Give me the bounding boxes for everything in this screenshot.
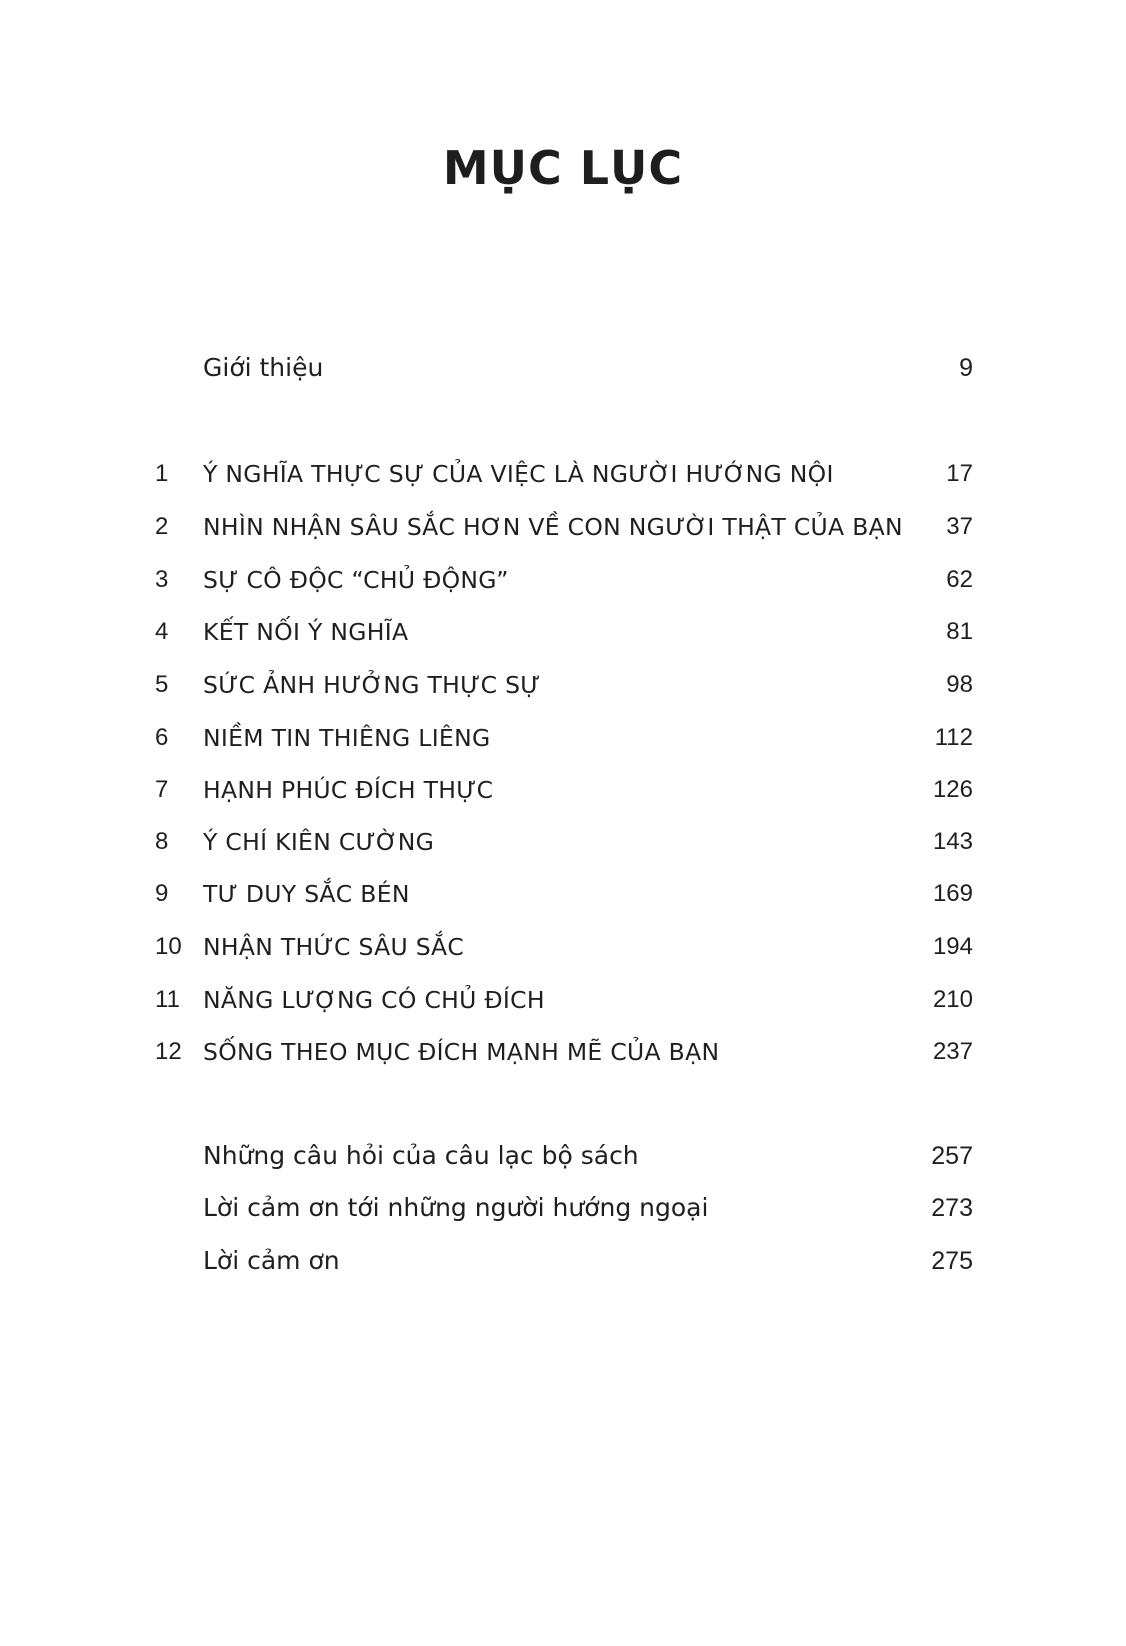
chapter-number: 2 bbox=[155, 513, 169, 540]
chapter-page: 62 bbox=[946, 566, 973, 593]
chapter-page: 169 bbox=[932, 880, 973, 907]
toc-chapter-8[interactable] bbox=[0, 822, 1126, 862]
chapter-title: KẾT NỐI Ý NGHĨA bbox=[203, 618, 409, 646]
chapter-title: Ý CHÍ KIÊN CƯỜNG bbox=[203, 828, 435, 856]
chapter-number: 11 bbox=[155, 986, 180, 1013]
chapter-title: NIỀM TIN THIÊNG LIÊNG bbox=[203, 724, 491, 752]
chapter-number: 1 bbox=[155, 460, 169, 487]
toc-entry-page: 273 bbox=[931, 1194, 973, 1222]
chapter-page: 112 bbox=[934, 724, 973, 751]
chapter-title: NHẬN THỨC SÂU SẮC bbox=[203, 933, 465, 961]
toc-entry-thanks-extroverts[interactable] bbox=[0, 1188, 1126, 1228]
chapter-page: 194 bbox=[932, 933, 973, 960]
toc-entry-page: 9 bbox=[959, 354, 973, 382]
chapter-title: SỰ CÔ ĐỘC “CHỦ ĐỘNG” bbox=[203, 566, 509, 594]
toc-entry-label: Giới thiệu bbox=[203, 353, 324, 382]
chapter-number: 9 bbox=[155, 880, 169, 907]
toc-entry-book-club-questions[interactable] bbox=[0, 1136, 1126, 1176]
toc-entry-label: Lời cảm ơn bbox=[203, 1246, 340, 1275]
toc-chapter-6[interactable] bbox=[0, 718, 1126, 758]
chapter-page: 37 bbox=[946, 513, 973, 540]
chapter-page: 98 bbox=[946, 671, 973, 698]
chapter-number: 6 bbox=[155, 724, 169, 751]
toc-chapter-10[interactable] bbox=[0, 927, 1126, 967]
toc-entry-page: 275 bbox=[931, 1247, 973, 1275]
toc-entry-page: 257 bbox=[931, 1142, 973, 1170]
toc-chapter-3[interactable] bbox=[0, 560, 1126, 600]
chapter-title: HẠNH PHÚC ĐÍCH THỰC bbox=[203, 776, 494, 804]
chapter-number: 3 bbox=[155, 566, 169, 593]
toc-entry-acknowledgements[interactable] bbox=[0, 1241, 1126, 1281]
toc-chapter-4[interactable] bbox=[0, 612, 1126, 652]
chapter-number: 5 bbox=[155, 671, 169, 698]
chapter-number: 10 bbox=[155, 933, 182, 960]
toc-chapter-2[interactable] bbox=[0, 507, 1126, 547]
chapter-page: 210 bbox=[932, 986, 973, 1013]
chapter-number: 4 bbox=[155, 618, 169, 645]
chapter-number: 12 bbox=[155, 1038, 182, 1065]
chapter-title: NĂNG LƯỢNG CÓ CHỦ ĐÍCH bbox=[203, 986, 545, 1014]
toc-chapter-12[interactable] bbox=[0, 1032, 1126, 1072]
chapter-title: NHÌN NHẬN SÂU SẮC HƠN VỀ CON NGƯỜI THẬT CỦA BẠN bbox=[203, 513, 903, 541]
toc-chapter-9[interactable] bbox=[0, 874, 1126, 914]
chapter-page: 81 bbox=[946, 618, 973, 645]
toc-chapter-5[interactable] bbox=[0, 665, 1126, 705]
page-title: MỤC LỤC bbox=[442, 141, 684, 195]
chapter-title: TƯ DUY SẮC BÉN bbox=[203, 880, 410, 908]
chapter-number: 8 bbox=[155, 828, 169, 855]
toc-entry-introduction[interactable] bbox=[0, 348, 1126, 388]
toc-entry-label: Những câu hỏi của câu lạc bộ sách bbox=[203, 1141, 639, 1170]
chapter-page: 143 bbox=[932, 828, 973, 855]
toc-entry-label: Lời cảm ơn tới những người hướng ngoại bbox=[203, 1193, 709, 1222]
chapter-title: SỨC ẢNH HƯỞNG THỰC SỰ bbox=[203, 671, 541, 699]
toc-chapter-7[interactable] bbox=[0, 770, 1126, 810]
chapter-page: 126 bbox=[932, 776, 973, 803]
chapter-title: SỐNG THEO MỤC ĐÍCH MẠNH MẼ CỦA BẠN bbox=[203, 1038, 720, 1066]
chapter-number: 7 bbox=[155, 776, 169, 803]
toc-chapter-1[interactable] bbox=[0, 454, 1126, 494]
chapter-title: Ý NGHĨA THỰC SỰ CỦA VIỆC LÀ NGƯỜI HƯỚNG NỘI bbox=[203, 460, 834, 488]
chapter-page: 17 bbox=[946, 460, 973, 487]
toc-chapter-11[interactable] bbox=[0, 980, 1126, 1020]
chapter-page: 237 bbox=[932, 1038, 973, 1065]
